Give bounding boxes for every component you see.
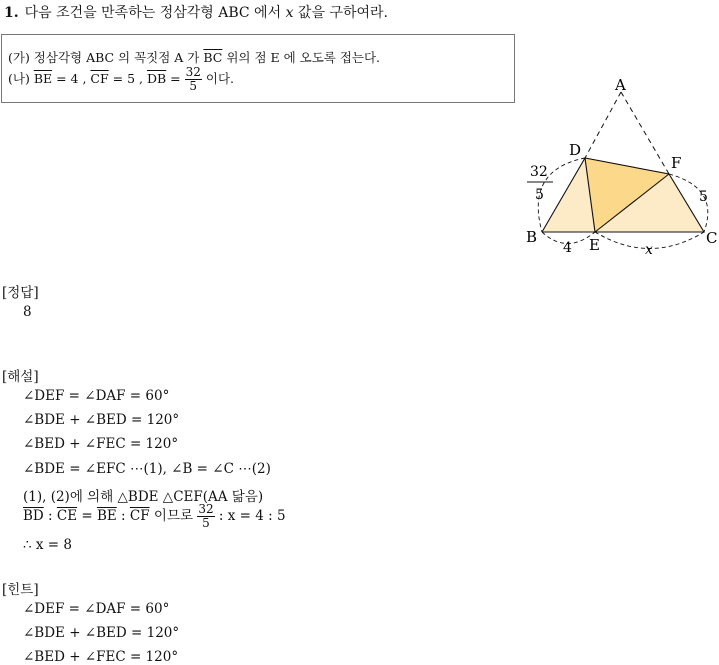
be-value: = 4 ,: [52, 71, 91, 86]
ratio-connector: 이므로: [149, 508, 198, 524]
ratio-colon-2: :: [116, 508, 130, 524]
segment-db: $\overline{DB}$: [146, 71, 167, 86]
ratio-colon-1: :: [43, 508, 57, 524]
label-bd-numerator: 32: [530, 164, 548, 180]
explanation-line-1: ∠DEF = ∠DAF = 60°: [23, 388, 170, 404]
ratio-be: $\overline{BE}$: [96, 508, 117, 524]
ratio-bd: $\overline{BD}$: [23, 508, 44, 524]
explanation-line-4: ∠BDE = ∠EFC ⋯(1), ∠B = ∠C ⋯(2): [23, 461, 271, 477]
label-d: D: [569, 141, 582, 159]
question-title: [4, 2, 388, 22]
label-cf: 5: [699, 189, 708, 205]
dashed-ad: [585, 92, 621, 158]
db-fraction-numerator: 32: [185, 65, 201, 79]
explanation-line-5: (1), (2)에 의해 △BDE △CEF(AA 닮음): [23, 489, 264, 505]
label-f: F: [671, 154, 682, 172]
condition-na-suffix: 이다.: [201, 71, 234, 86]
explanation-label: [해설]: [2, 369, 39, 385]
condition-ga: [8, 48, 380, 66]
label-a: A: [615, 76, 626, 94]
question-text-var: x: [285, 5, 294, 21]
ratio-fraction-denominator: 5: [202, 516, 210, 530]
answer-label: [정답]: [2, 285, 39, 301]
label-ec: x: [645, 242, 653, 258]
ratio-equals: =: [77, 508, 97, 524]
explanation-line-3: ∠BED + ∠FEC = 120°: [23, 436, 179, 452]
hint-label: [힌트]: [2, 582, 39, 598]
hint-line-2: ∠BDE + ∠BED = 120°: [23, 625, 180, 641]
cf-value: = 5 ,: [108, 71, 147, 86]
label-bd-denominator: 5: [535, 187, 544, 203]
label-be: 4: [563, 240, 572, 256]
hint-line-3: ∠BED + ∠FEC = 120°: [23, 649, 179, 665]
explanation-line-6: [23, 503, 286, 530]
condition-ga-suffix: 위의 점 E 에 오도록 접는다.: [222, 50, 381, 65]
db-fraction: [185, 66, 202, 93]
hint-line-1: ∠DEF = ∠DAF = 60°: [23, 601, 170, 617]
dashed-af: [621, 92, 669, 174]
db-fraction-denominator: 5: [189, 79, 198, 93]
question-number: 1.: [4, 5, 19, 21]
label-b: B: [526, 228, 538, 246]
ratio-fraction: [197, 503, 214, 530]
segment-be: $\overline{BE}$: [33, 71, 53, 86]
answer-value: 8: [23, 304, 32, 320]
label-e: E: [589, 236, 600, 254]
ratio-fraction-numerator: 32: [198, 502, 214, 516]
explanation-line-2: ∠BDE + ∠BED = 120°: [23, 412, 180, 428]
condition-na: [8, 66, 234, 93]
db-equals: =: [166, 71, 185, 86]
segment-cf: $\overline{CF}$: [90, 71, 109, 86]
condition-na-prefix: (나): [8, 71, 34, 86]
question-text-post: 값을 구하여라.: [293, 5, 388, 21]
label-c: C: [706, 229, 718, 247]
explanation-line-7: ∴ x = 8: [23, 537, 72, 553]
question-text-pre: 다음 조건을 만족하는 정삼각형 ABC 에서: [24, 5, 286, 21]
ratio-tail: : x = 4 : 5: [214, 508, 286, 524]
conditions-box: [1, 34, 515, 103]
folded-triangle-figure: [515, 70, 719, 260]
segment-bc: $\overline{BC}$: [203, 50, 223, 65]
ratio-cf: $\overline{CF}$: [129, 508, 150, 524]
condition-ga-prefix: (가) 정삼각형 ABC 의 꼭짓점 A 가: [8, 50, 204, 65]
ratio-ce: $\overline{CE}$: [56, 508, 78, 524]
